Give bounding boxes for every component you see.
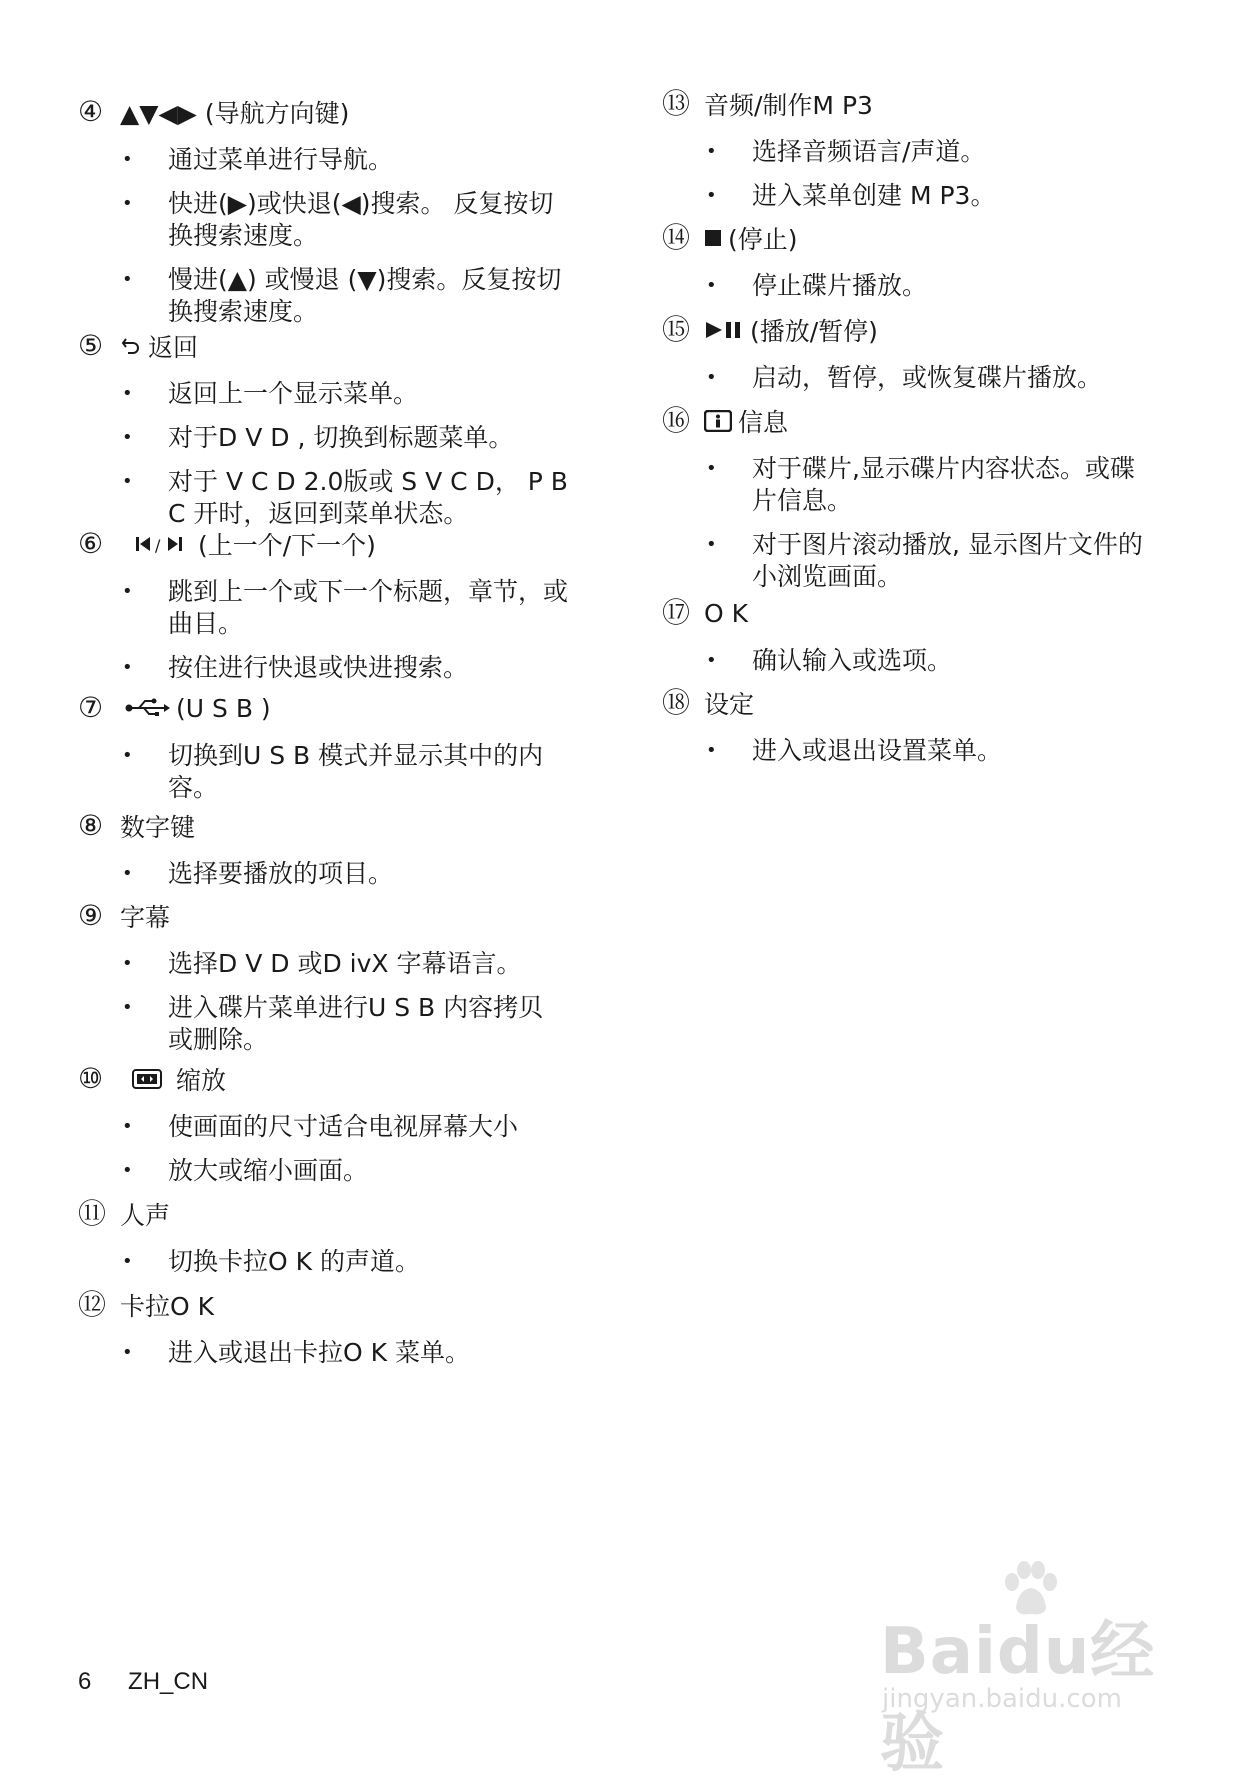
bullet-text: • 使画面的尺寸适合电视屏幕大小 xyxy=(78,1111,568,1143)
item-number: ⑮ xyxy=(662,313,691,346)
bullet-text: • 选择要播放的项目。 xyxy=(78,858,568,890)
item-play-pause xyxy=(662,310,1152,394)
item-label: (上一个/下一个) xyxy=(198,531,376,560)
baidu-watermark xyxy=(880,1560,1220,1781)
bullet-text: • 按住进行快退或快进搜索。 xyxy=(78,652,568,684)
item-number: ⑥ xyxy=(78,527,104,560)
item-number: ⑤ xyxy=(78,329,104,362)
item-stop xyxy=(662,218,1152,302)
watermark-main-text: Baidu经验 xyxy=(880,1615,1156,1781)
item-subtitle xyxy=(78,896,568,1056)
page-footer xyxy=(78,1668,208,1696)
item-nav-keys xyxy=(78,92,568,328)
item-label: 卡拉O K xyxy=(120,1292,215,1321)
item-label: 字幕 xyxy=(120,903,171,932)
item-setup xyxy=(662,683,1152,767)
item-audio xyxy=(662,84,1152,212)
item-prev-next xyxy=(78,524,568,684)
item-number: ⑦ xyxy=(78,691,104,724)
bullet-text: • 进入或退出卡拉O K 菜单。 xyxy=(78,1337,568,1369)
bullet-text: • 对于D V D , 切换到标题菜单。 xyxy=(78,422,568,454)
item-vocal xyxy=(78,1194,568,1278)
item-label: 设定 xyxy=(704,690,755,719)
play-pause-icon xyxy=(704,320,744,340)
bullet-text: • 进入或退出设置菜单。 xyxy=(662,735,1152,767)
item-number: ④ xyxy=(78,95,104,128)
bullet-text: • 对于图片滚动播放, 显示图片文件的小浏览画面。 xyxy=(662,529,1152,593)
zoom-icon xyxy=(132,1069,162,1089)
bullet-text: • 停止碟片播放。 xyxy=(662,270,1152,302)
page-number: 6 xyxy=(78,1668,92,1695)
bullet-text: • 切换到U S B 模式并显示其中的内容。 xyxy=(78,740,568,804)
item-label: 返回 xyxy=(148,333,199,362)
item-label: 数字键 xyxy=(120,813,196,842)
bullet-text: • 放大或缩小画面。 xyxy=(78,1155,568,1187)
item-label: (停止) xyxy=(728,225,798,254)
item-label: 信息 xyxy=(738,408,789,437)
item-number: ⑰ xyxy=(662,596,691,629)
watermark-url: jingyan.baidu.com xyxy=(882,1684,1122,1714)
prev-next-icon xyxy=(134,533,192,555)
bullet-text: • 进入菜单创建 M P3。 xyxy=(662,180,1152,212)
item-karaoke xyxy=(78,1285,568,1369)
language-code: ZH_CN xyxy=(128,1668,209,1695)
bullet-text: • 选择音频语言/声道。 xyxy=(662,136,1152,168)
item-number: ⑧ xyxy=(78,809,104,842)
item-info xyxy=(662,401,1152,593)
item-number: ⑱ xyxy=(662,686,691,719)
item-number: ⑫ xyxy=(78,1288,107,1321)
bullet-text: • 选择D V D 或D ivX 字幕语言。 xyxy=(78,948,568,980)
bullet-text: • 对于碟片,显示碟片内容状态。或碟片信息。 xyxy=(662,453,1152,517)
bullet-text: • 慢进(▲) 或慢退 (▼)搜索。反复按切换搜索速度。 xyxy=(78,264,568,328)
item-number: ⑨ xyxy=(78,899,104,932)
bullet-text: • 启动，暂停，或恢复碟片播放。 xyxy=(662,362,1152,394)
bullet-text: • 确认输入或选项。 xyxy=(662,645,1152,677)
svg-text:/: / xyxy=(155,536,161,555)
item-usb xyxy=(78,688,568,804)
item-label: (U S B ) xyxy=(176,693,271,723)
stop-icon xyxy=(704,229,722,247)
item-number: ⑪ xyxy=(78,1197,107,1230)
item-label: 缩放 xyxy=(176,1066,227,1095)
item-label: (播放/暂停) xyxy=(750,317,878,346)
item-label: ▲▼◀▶ (导航方向键) xyxy=(120,99,350,128)
bullet-text: • 对于 V C D 2.0版或 S V C D， P B C 开时，返回到菜单状态。 xyxy=(78,466,568,530)
item-label: 音频/制作M P3 xyxy=(704,91,873,120)
item-ok xyxy=(662,593,1152,677)
bullet-text: • 快进(▶)或快退(◀)搜索。 反复按切换搜索速度。 xyxy=(78,188,568,252)
item-number: ⑬ xyxy=(662,87,691,120)
bullet-text: • 跳到上一个或下一个标题，章节，或曲目。 xyxy=(78,576,568,640)
item-number: ⑩ xyxy=(78,1062,104,1095)
item-zoom xyxy=(78,1059,568,1187)
bullet-text: • 切换卡拉O K 的声道。 xyxy=(78,1246,568,1278)
item-number: ⑯ xyxy=(662,404,691,437)
item-back xyxy=(78,326,568,530)
bullet-text: • 通过菜单进行导航。 xyxy=(78,144,568,176)
back-icon xyxy=(120,335,142,357)
item-label: 人声 xyxy=(120,1201,171,1230)
info-icon xyxy=(704,410,732,432)
item-number: ⑭ xyxy=(662,221,691,254)
bullet-text: • 返回上一个显示菜单。 xyxy=(78,378,568,410)
item-number-keys xyxy=(78,806,568,890)
item-label: O K xyxy=(704,598,749,628)
usb-icon xyxy=(124,697,170,719)
bullet-text: • 进入碟片菜单进行U S B 内容拷贝或删除。 xyxy=(78,992,568,1056)
